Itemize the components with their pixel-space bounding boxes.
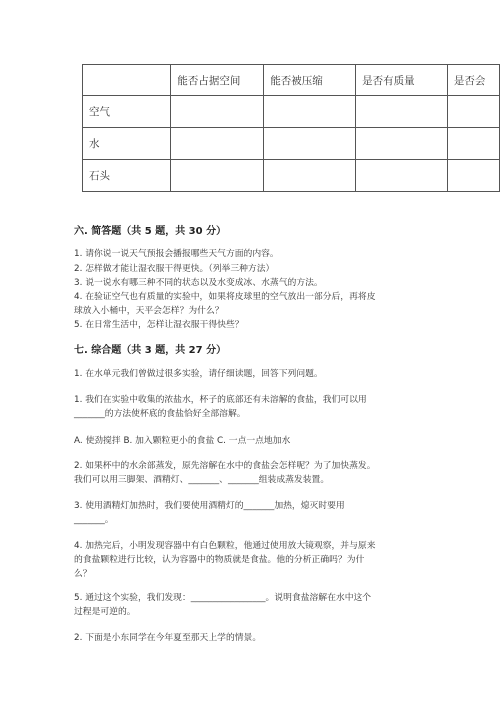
answer-cell[interactable] (264, 128, 356, 160)
question-line: 2. 如果杯中的水余部蒸发，原先溶解在水中的食盐会怎样呢？为了加快蒸发。 (74, 461, 376, 471)
answer-cell[interactable] (356, 160, 448, 192)
answer-cell[interactable] (171, 128, 264, 160)
table-row (83, 128, 500, 160)
answer-cell[interactable] (171, 160, 264, 192)
answer-cell[interactable] (447, 128, 499, 160)
question-line: _______。 (74, 515, 114, 525)
answer-cell[interactable] (356, 128, 448, 160)
question-line: 3. 说一说水有哪三种不同的状态以及水变成冰、水蒸气的方法。 (74, 278, 323, 288)
row-label: 空气 (83, 96, 171, 128)
question-line: _______的方法使杯底的食盐恰好全部溶解。 (74, 409, 246, 419)
section-6-title: 六. 简答题（共 5 题，共 30 分） (74, 226, 227, 237)
table-row (83, 96, 500, 128)
properties-table (82, 64, 500, 192)
answer-cell[interactable] (356, 96, 448, 128)
question-line: 1. 在水单元我们曾做过很多实验，请仔细读题，回答下列问题。 (74, 369, 323, 379)
question-line: 1. 我们在实验中收集的浓盐水，杯子的底部还有未溶解的食盐，我们可以用 (74, 395, 367, 405)
row-label: 石头 (83, 160, 171, 192)
section-7-title: 七. 综合题（共 3 题，共 27 分） (74, 345, 227, 356)
table-header-cell: 能否被压缩 (264, 65, 356, 96)
question-line: 球放入小桶中，天平会怎样？为什么？ (74, 306, 224, 316)
option-line: A. 使劲搅拌 B. 加入颗粒更小的食盐 C. 一点一点地加水 (74, 436, 291, 446)
question-line: 2. 下面是小东同学在今年夏至那天上学的情景。 (74, 633, 262, 643)
question-line: 的食盐颗粒进行比较，认为容器中的物质就是食盐。他的分析正确吗？为什 (74, 555, 365, 565)
table-cell (83, 65, 171, 96)
answer-cell[interactable] (264, 160, 356, 192)
table-header-row (83, 65, 500, 96)
answer-cell[interactable] (447, 160, 499, 192)
question-line: 过程是可逆的。 (74, 607, 136, 617)
table-header-cell: 是否会 (447, 65, 499, 96)
table-row (83, 160, 500, 192)
question-line: 3. 使用酒精灯加热时，我们要使用酒精灯的_______加热，熄灭时要用 (74, 501, 345, 511)
question-line: 4. 在验证空气也有质量的实验中，如果将皮球里的空气放出一部分后，再将皮 (74, 292, 376, 302)
table-header-cell: 能否占据空间 (171, 65, 264, 96)
question-line: 2. 怎样做才能让湿衣服干得更快。（列举三种方法） (74, 264, 275, 274)
table-header-cell: 是否有质量 (356, 65, 448, 96)
question-line: 1. 请你说一说天气预报会播报哪些天气方面的内容。 (74, 249, 279, 259)
question-line: 4. 加热完后，小明发现容器中有白色颗粒，他通过使用放大镜观察，并与原来 (74, 541, 376, 551)
question-line: 我们可以用三脚架、酒精灯、_______、_______组装成蒸发装置。 (74, 475, 330, 485)
question-line: 5. 在日常生活中，怎样让湿衣服干得快些？ (74, 320, 244, 330)
answer-cell[interactable] (264, 96, 356, 128)
answer-cell[interactable] (447, 96, 499, 128)
answer-cell[interactable] (171, 96, 264, 128)
row-label: 水 (83, 128, 171, 160)
question-line: 么？ (74, 569, 92, 579)
question-line: 5. 通过这个实验，我们发现：_________________。说明食盐溶解在水中这个 (74, 593, 372, 603)
